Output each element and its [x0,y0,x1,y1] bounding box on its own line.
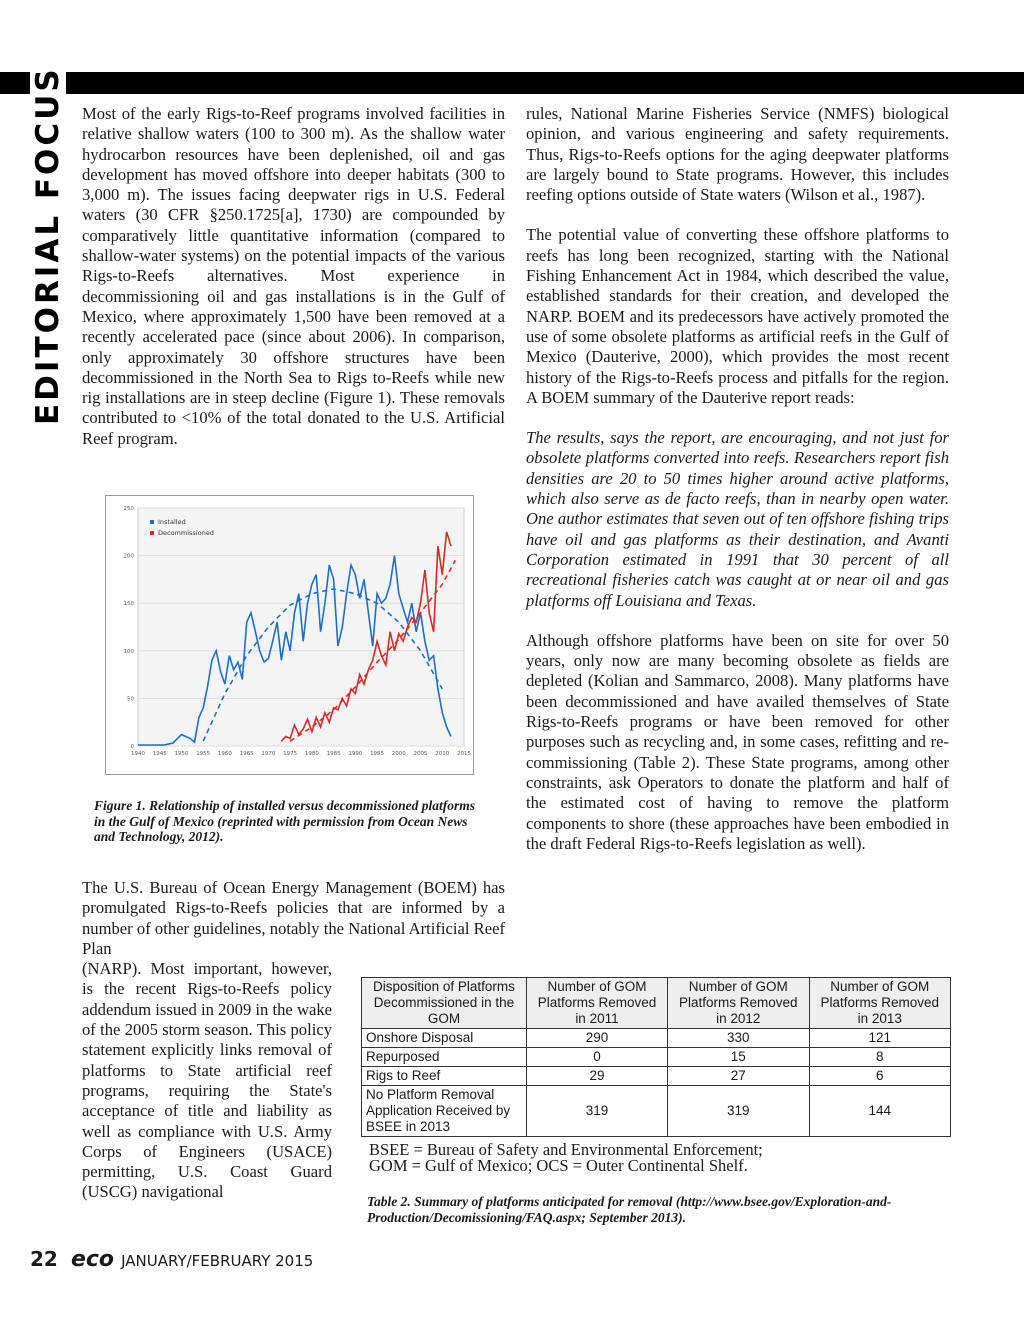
x-tick-label: 1970 [261,751,276,757]
table-cell: 8 [809,1048,951,1067]
y-tick-label: 50 [127,696,134,703]
paragraph: Most of the early Rigs-to-Reef programs involved facilities in relative shallow waters (100 to 300 m). As the shallow water hydrocarbon resources have been deplenished, oil and gas development has moved offshore into deeper habitats (300 to 3,000 m). The issues facing deepwater rigs in U.S. Federal waters (30 CFR §250.1725[a], 1730) are compounded by comparatively little quantitative information (compared to shallow-water systems) on the potential impacts of the various Rigs-to-Reefs alternatives. Most experience in decommissioning oil and gas installations is in the Gulf of Mexico, where approximately 1,500 have been removed at a recently accelerated pace (since about 2006). In comparison, only approximately 30 offshore structures have been decommissioned in the North Sea to Rigs to-Reefs while new rig installations are in steep decline (Figure 1). These removals contributed to <10% of the total donated to the U.S. Artificial Reef program. [82,104,505,448]
legend-swatch [150,531,154,535]
y-tick-label: 250 [123,506,134,512]
table-cell: 121 [809,1029,951,1048]
table-cell: 15 [668,1048,809,1067]
table-header-row [362,978,951,1029]
table-row [362,1067,951,1086]
paragraph: The potential value of converting these offshore platforms to reefs has long been recognized, starting with the National Fishing Enhancement Act in 1984, which described the value, established standards for their creation, and developed the NARP. BOEM and its predecessors have actively promoted the use of some obsolete platforms as artificial reefs in the Gulf of Mexico (Dauterive, 2000), which provides the most recent history of the Rigs-to-Reefs process and pitfalls for the region. A BOEM summary of the Dauterive report reads: [526,225,949,407]
x-tick-label: 1980 [304,751,319,757]
x-tick-label: 1965 [239,751,254,757]
paragraph: rules, National Marine Fisheries Service (NMFS) biological opinion, and various engineering and safety requirements. Thus, Rigs-to-Reefs options for the aging deepwater platforms are largely bound to State programs. However, this includes reefing options outside of State waters (Wilson et al., 1987). [526,104,949,205]
x-tick-label: 1940 [131,751,145,757]
table-caption: Table 2. Summary of platforms anticipated for removal (http://www.bsee.gov/Exploration-and-Production/Decomissioning/FAQ.aspx; September 2013). [367,1194,892,1225]
y-tick-label: 200 [123,553,134,560]
paragraph-continued: (NARP). Most important, however, is the recent Rigs-to-Reefs policy addendum issued in 2009 in the wake of the 2005 storm season. This policy statement explicitly links removal of platforms to State artificial reef programs, requiring the State's acceptance of title and liability as well as compliance with U.S. Army Corps of Engineers (USACE) permitting, U.S. Coast Guard (USCG) navigational [82,959,332,1202]
legend-label: Decommissioned [158,529,214,537]
table-abbreviations [369,1142,949,1174]
x-tick-label: 1955 [196,751,211,757]
y-tick-label: 100 [123,648,134,655]
table-cell: 0 [526,1048,667,1067]
figure-1 [105,495,474,775]
table-header: Number of GOM Platforms Removed in 2012 [668,978,809,1029]
x-tick-label: 2010 [435,751,450,757]
table-cell: Onshore Disposal [362,1029,527,1048]
magazine-name: eco [70,1247,115,1272]
table-cell: 319 [668,1086,809,1137]
y-tick-label: 150 [123,601,134,608]
table-cell: Repurposed [362,1048,527,1067]
table-cell: 6 [809,1067,951,1086]
x-tick-label: 1945 [152,751,167,757]
table-cell: 29 [526,1067,667,1086]
table-row [362,1048,951,1067]
table-cell: 144 [809,1086,951,1137]
abbreviation-line: GOM = Gulf of Mexico; OCS = Outer Continental Shelf. [369,1156,748,1175]
table-header: Disposition of Platforms Decommissioned in the GOM [362,978,527,1029]
x-tick-label: 1985 [326,751,341,757]
chart [106,496,473,774]
x-tick-label: 2015 [457,751,471,757]
table-cell: No Platform Removal Application Received by BSEE in 2013 [362,1086,527,1137]
table-cell: 319 [526,1086,667,1137]
left-column-top [82,104,505,469]
figure-caption: Figure 1. Relationship of installed versus decommissioned platforms in the Gulf of Mexico (reprinted with permission from Ocean News and Technology, 2012). [94,798,476,844]
legend-swatch [150,520,154,524]
table-row [362,1029,951,1048]
abbreviation-line: BSEE = Bureau of Safety and Environmental Enforcement; [369,1140,763,1159]
y-tick-label: 0 [130,744,134,750]
issue-date: JANUARY/FEBRUARY 2015 [121,1252,314,1270]
table-cell: 27 [668,1067,809,1086]
page-footer [30,1247,313,1272]
page-number: 22 [30,1247,58,1271]
x-tick-label: 1975 [283,751,298,757]
right-column [526,104,949,874]
section-label: EDITORIAL FOCUS [30,60,66,425]
paragraph: The U.S. Bureau of Ocean Energy Management (BOEM) has promulgated Rigs-to-Reefs policies that are informed by a number of other guidelines, notably the National Artificial Reef Plan [82,878,505,958]
x-tick-label: 2000 [391,751,406,757]
table-cell: Rigs to Reef [362,1067,527,1086]
x-tick-label: 2005 [413,751,428,757]
table-header: Number of GOM Platforms Removed in 2011 [526,978,667,1029]
table-cell: 330 [668,1029,809,1048]
x-tick-label: 1990 [348,751,363,757]
table-2 [361,977,951,1137]
block-quote: The results, says the report, are encouraging, and not just for obsolete platforms converted into reefs. Researchers report fish densities are 20 to 50 times higher around active platforms, which also serve as de facto reefs, than in nearby open water. One author estimates that seven out of ten offshore fishing trips have oil and gas platforms as their destination, and Avanti Corporation estimated in 1991 that 30 percent of all recreational fisheries catch was caught at or near oil and gas platforms off Louisiana and Texas. [526,428,949,610]
x-tick-label: 1960 [217,751,232,757]
x-tick-label: 1950 [174,751,189,757]
header-bar [0,72,1024,94]
table-row [362,1086,951,1137]
table-cell: 290 [526,1029,667,1048]
legend-label: Installed [158,518,186,526]
table-header: Number of GOM Platforms Removed in 2013 [809,978,951,1029]
x-tick-label: 1995 [370,751,385,757]
paragraph: Although offshore platforms have been on site for over 50 years, only now are many becoming obsolete as fields are depleted (Kolian and Sammarco, 2008). Many platforms have been decommissioned and have availed themselves of State Rigs-to-Reefs programs or have been removed for other purposes such as recycling and, in some cases, refitting and re-commissioning (Table 2). These State programs, among other constraints, ask Operators to donate the platform and half of the estimated cost of having to remove the platform components to shore (these approaches have been embodied in the draft Federal Rigs-to-Reefs legislation as well). [526,630,949,853]
